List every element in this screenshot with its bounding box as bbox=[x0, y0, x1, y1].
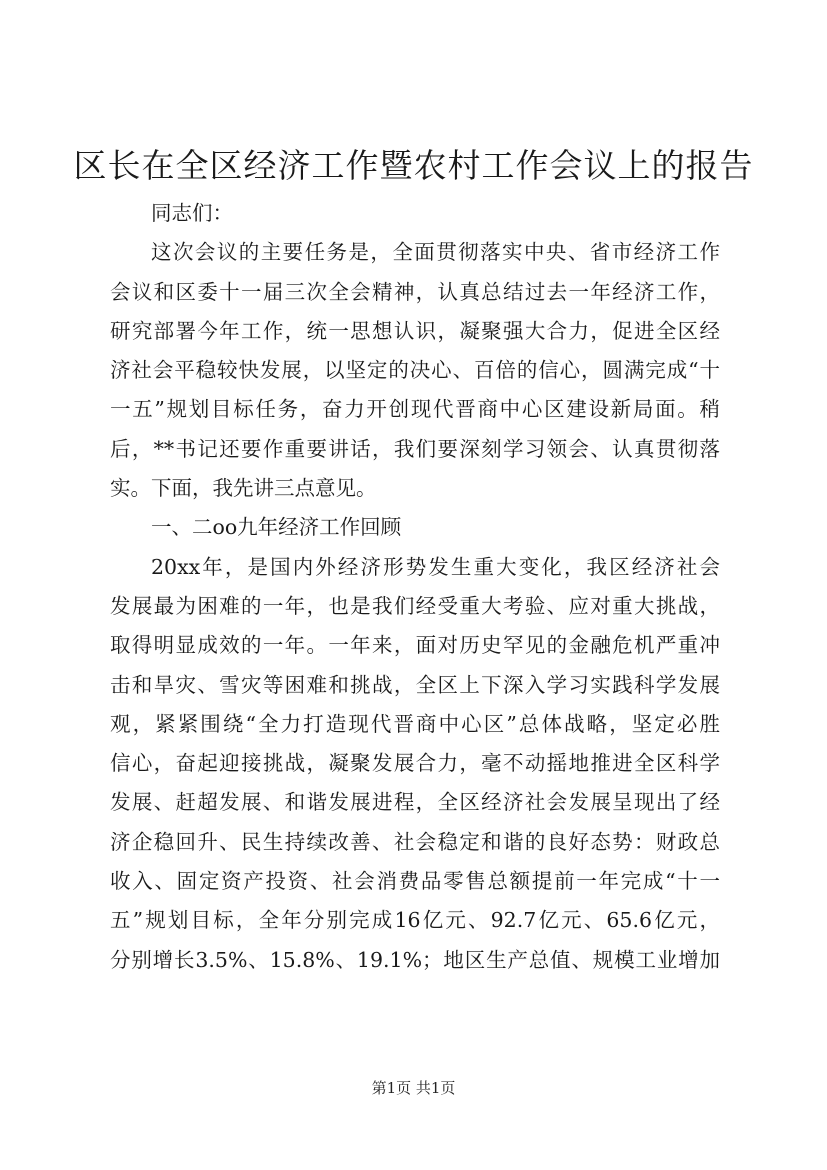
body-line: 后，**书记还要作重要讲话，我们要深刻学习领会、认真贯彻落 bbox=[110, 436, 720, 461]
body-line: 收入、固定资产投资、社会消费品零售总额提前一年完成“十一 bbox=[110, 869, 720, 894]
body-line: 信心，奋起迎接挑战，凝聚发展合力，毫不动摇地推进全区科学 bbox=[110, 751, 720, 776]
body-line: 取得明显成效的一年。一年来，面对历史罕见的金融危机严重冲 bbox=[110, 633, 720, 658]
body-line: 这次会议的主要任务是，全面贯彻落实中央、省市经济工作 bbox=[151, 240, 720, 265]
body-line: 发展、赶超发展、和谐发展进程，全区经济社会发展呈现出了经 bbox=[110, 790, 720, 815]
body-line: 实。下面，我先讲三点意见。 bbox=[110, 476, 377, 501]
body-line: 济企稳回升、民生持续改善、社会稳定和谐的良好态势：财政总 bbox=[110, 829, 720, 854]
body-line: 一、二oo九年经济工作回顾 bbox=[151, 515, 402, 540]
body-line: 同志们： bbox=[151, 201, 233, 225]
body-line: 济社会平稳较快发展，以坚定的决心、百倍的信心，圆满完成“十 bbox=[110, 358, 720, 383]
body-line: 观，紧紧围绕“全力打造现代晋商中心区”总体战略，坚定必胜 bbox=[110, 711, 720, 736]
body-line: 会议和区委十一届三次全会精神，认真总结过去一年经济工作， bbox=[110, 279, 720, 304]
document-body bbox=[110, 194, 720, 980]
document-title: 区长在全区经济工作暨农村工作会议上的报告 bbox=[73, 146, 754, 185]
body-line: 击和旱灾、雪灾等困难和挑战，全区上下深入学习实践科学发展 bbox=[110, 672, 720, 697]
body-line: 发展最为困难的一年，也是我们经受重大考验、应对重大挑战， bbox=[110, 593, 720, 618]
body-line: 五”规划目标，全年分别完成16亿元、92.7亿元、65.6亿元， bbox=[110, 908, 720, 933]
body-line: 研究部署今年工作，统一思想认识，凝聚强大合力，促进全区经 bbox=[110, 318, 720, 343]
body-line: 一五”规划目标任务，奋力开创现代晋商中心区建设新局面。稍 bbox=[110, 397, 720, 422]
page-footer: 第1页 共1页 bbox=[371, 1079, 456, 1097]
body-line: 分别增长3.5%、15.8%、19.1%；地区生产总值、规模工业增加 bbox=[110, 947, 720, 972]
body-line: 20xx年，是国内外经济形势发生重大变化，我区经济社会 bbox=[151, 554, 720, 579]
